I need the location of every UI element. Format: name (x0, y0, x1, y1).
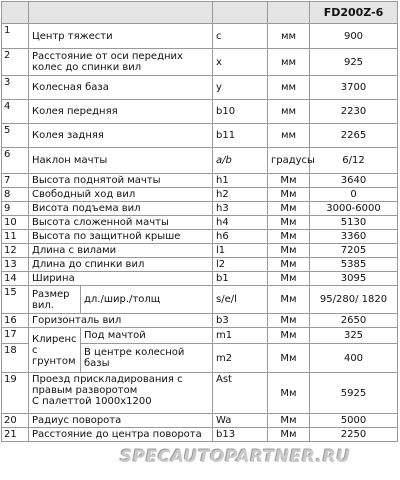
parameter-unit: Мм (268, 314, 310, 328)
parameter-unit: Мм (268, 328, 310, 344)
parameter-value: 5000 (310, 414, 398, 428)
row-number: 3 (2, 76, 29, 100)
parameter-unit: Мм (268, 230, 310, 244)
row-number: 1 (2, 24, 29, 49)
row-number: 17 (2, 328, 29, 344)
parameter-symbol: m2 (213, 344, 268, 373)
parameter-symbol: x (213, 49, 268, 76)
parameter-unit: мм (268, 124, 310, 148)
parameter-unit: Мм (268, 344, 310, 373)
parameter-value: 325 (310, 328, 398, 344)
row-number: 9 (2, 202, 29, 216)
parameter-unit: Мм (268, 428, 310, 442)
table-row (2, 314, 398, 328)
row-number: 8 (2, 188, 29, 202)
spec-table (1, 1, 398, 442)
table-row (2, 100, 398, 124)
table-row (2, 202, 398, 216)
parameter-symbol: Wa (213, 414, 268, 428)
row-number: 5 (2, 124, 29, 148)
parameter-unit: Мм (268, 188, 310, 202)
header-unit-cell (268, 2, 310, 24)
parameter-subname: дл./шир./толщ (81, 286, 213, 314)
parameter-symbol: h2 (213, 188, 268, 202)
parameter-symbol: a/b (213, 148, 268, 174)
parameter-value: 5130 (310, 216, 398, 230)
parameter-symbol: y (213, 76, 268, 100)
parameter-unit: мм (268, 100, 310, 124)
parameter-name-cell (29, 373, 213, 414)
row-number: 14 (2, 272, 29, 286)
parameter-name: Высота по защитной крыше (29, 230, 213, 244)
parameter-value: 3095 (310, 272, 398, 286)
parameter-name: Висота подъема вил (29, 202, 213, 216)
row-number: 2 (2, 49, 29, 76)
row-number: 18 (2, 344, 29, 373)
parameter-unit: Мм (268, 258, 310, 272)
parameter-value: 925 (310, 49, 398, 76)
parameter-name: Высота сложенной мачты (29, 216, 213, 230)
parameter-value: 3000-6000 (310, 202, 398, 216)
table-row (2, 373, 398, 414)
parameter-unit: Мм (268, 414, 310, 428)
table-row (2, 230, 398, 244)
row-number: 16 (2, 314, 29, 328)
parameter-name: Радиус поворота (29, 414, 213, 428)
parameter-value: 6/12 (310, 148, 398, 174)
parameter-value: 400 (310, 344, 398, 373)
parameter-unit: мм (268, 49, 310, 76)
parameter-symbol: l1 (213, 244, 268, 258)
parameter-name: Колея передняя (29, 100, 213, 124)
parameter-value: 95/280/ 1820 (310, 286, 398, 314)
parameter-value: 2230 (310, 100, 398, 124)
parameter-unit: Мм (268, 244, 310, 258)
table-row (2, 272, 398, 286)
parameter-name: Горизонталь вил (29, 314, 213, 328)
parameter-name: Расстояние от оси передних колес до спинки вил (29, 49, 213, 76)
parameter-unit: Мм (268, 174, 310, 188)
parameter-name: Свободный ход вил (29, 188, 213, 202)
row-number: 19 (2, 373, 29, 414)
parameter-symbol: h4 (213, 216, 268, 230)
parameter-symbol: b1 (213, 272, 268, 286)
parameter-name: В центре колесной базы (81, 344, 213, 373)
parameter-symbol: b3 (213, 314, 268, 328)
parameter-name: Центр тяжести (29, 24, 213, 49)
parameter-symbol: b11 (213, 124, 268, 148)
parameter-name: Колея задняя (29, 124, 213, 148)
table-row (2, 328, 398, 344)
row-number: 4 (2, 100, 29, 124)
parameter-symbol: c (213, 24, 268, 49)
table-row (2, 174, 398, 188)
table-row (2, 216, 398, 230)
parameter-name-extra: С палеттой 1000х1200 (32, 396, 152, 407)
parameter-value: 5385 (310, 258, 398, 272)
table-row (2, 428, 398, 442)
parameter-symbol: Ast (213, 373, 268, 414)
parameter-unit: Мм (268, 216, 310, 230)
parameter-value: 3640 (310, 174, 398, 188)
parameter-symbol: h1 (213, 174, 268, 188)
parameter-unit: Мм (268, 272, 310, 286)
parameter-symbol: h3 (213, 202, 268, 216)
parameter-value: 3700 (310, 76, 398, 100)
model-name: FD200Z-6 (310, 2, 398, 24)
parameter-value: 900 (310, 24, 398, 49)
parameter-name: Размер вил. (29, 286, 81, 314)
parameter-unit: мм (268, 76, 310, 100)
parameter-name: Высота поднятой мачты (29, 174, 213, 188)
parameter-value: 2265 (310, 124, 398, 148)
parameter-unit: мм (268, 24, 310, 49)
parameter-name: Под мачтой (81, 328, 213, 344)
header-row (2, 2, 398, 24)
parameter-name: Расстояние до центра поворота (29, 428, 213, 442)
parameter-value: 2650 (310, 314, 398, 328)
row-number: 10 (2, 216, 29, 230)
parameter-symbol: b13 (213, 428, 268, 442)
parameter-symbol: b10 (213, 100, 268, 124)
parameter-symbol: m1 (213, 328, 268, 344)
table-row (2, 244, 398, 258)
table-row (2, 258, 398, 272)
row-number: 12 (2, 244, 29, 258)
parameter-name: Проезд прискладирования с правым разворотом (32, 374, 183, 396)
header-num-cell (2, 2, 29, 24)
header-symbol-cell (213, 2, 268, 24)
parameter-value: 5925 (310, 373, 398, 414)
row-number: 21 (2, 428, 29, 442)
parameter-value: 7205 (310, 244, 398, 258)
header-name-cell (29, 2, 213, 24)
row-number: 20 (2, 414, 29, 428)
parameter-name: Наклон мачты (29, 148, 213, 174)
parameter-value: 0 (310, 188, 398, 202)
row-number: 15 (2, 286, 29, 314)
table-row (2, 414, 398, 428)
parameter-value: 2250 (310, 428, 398, 442)
parameter-name: Длина с вилами (29, 244, 213, 258)
table-row (2, 188, 398, 202)
parameter-unit: градусы (268, 148, 310, 174)
parameter-symbol: h6 (213, 230, 268, 244)
table-row (2, 286, 398, 314)
table-row (2, 124, 398, 148)
table-row (2, 148, 398, 174)
parameter-unit: Мм (268, 373, 310, 414)
parameter-symbol: s/e/l (213, 286, 268, 314)
table-row (2, 76, 398, 100)
parameter-symbol: l2 (213, 258, 268, 272)
row-number: 13 (2, 258, 29, 272)
row-number: 7 (2, 174, 29, 188)
parameter-name: Ширина (29, 272, 213, 286)
parameter-value: 3360 (310, 230, 398, 244)
parameter-name: Длина до спинки вил (29, 258, 213, 272)
table-row (2, 24, 398, 49)
table-row (2, 49, 398, 76)
row-number: 11 (2, 230, 29, 244)
site-watermark: SPECAUTOPARTNER.RU (120, 447, 351, 467)
parameter-name: Колесная база (29, 76, 213, 100)
clearance-group-label: Клиренс с грунтом (29, 328, 81, 373)
parameter-unit: Мм (268, 202, 310, 216)
row-number: 6 (2, 148, 29, 174)
parameter-unit: Мм (268, 286, 310, 314)
